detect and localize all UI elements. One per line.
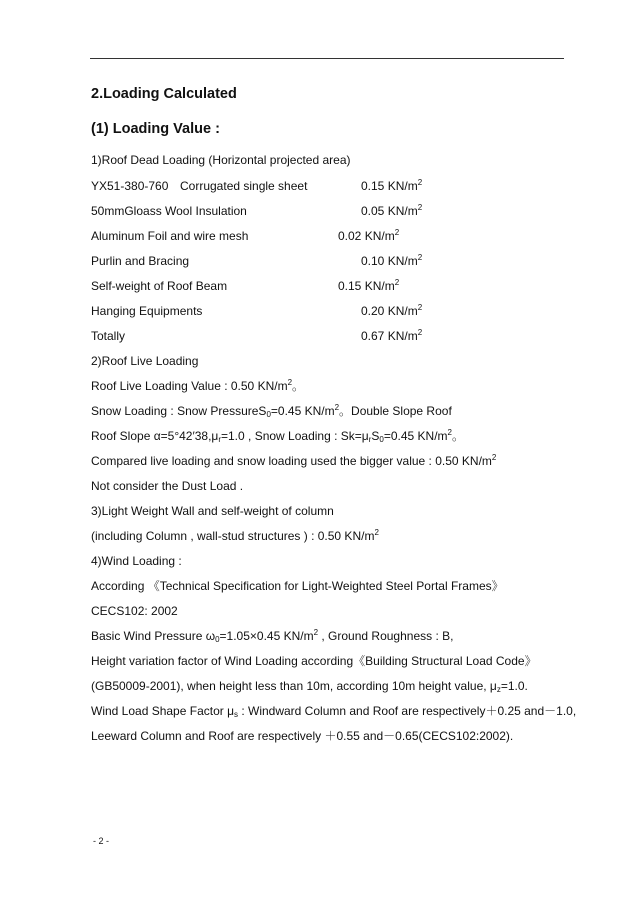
wall-title: 3)Light Weight Wall and self-weight of column (91, 504, 334, 518)
item-desc: Totally (91, 329, 126, 343)
subsection-heading: (1) Loading Value : (91, 121, 220, 137)
shape-factor: Wind Load Shape Factor $\mu_s$ : Windward Column and Roof are respectively＋0.25 and－1.0, (91, 704, 577, 719)
basic-wind-pressure: Basic Wind Pressure $\omega_0=1.05\times 0.45$ $KN/m^2$ , Ground Roughness : B, (91, 628, 454, 644)
height-variation: Height variation factor of Wind Loading according《Building Structural Load Code》 (91, 654, 537, 668)
item-value: 0.15 $KN/m^2$ (361, 178, 423, 193)
item-value: 0.10 $KN/m^2$ (361, 253, 423, 268)
compared-loading: Compared live loading and snow loading used the bigger value : 0.50 $KN/m^2$ (91, 453, 497, 468)
height-value: (GB50009-2001), when height less than 10m, according 10m height value, $\mu_z=1.0$. (91, 679, 528, 694)
item-desc: Aluminum Foil and wire mesh (91, 229, 249, 243)
item-value: 0.20 $KN/m^2$ (361, 303, 423, 318)
item-desc: Hanging Equipments (91, 304, 203, 318)
roof-live-title: 2)Roof Live Loading (91, 354, 199, 368)
item-value: 0.05 $KN/m^2$ (361, 203, 423, 218)
item-desc: Corrugated single sheet (180, 179, 308, 193)
dust-load: Not consider the Dust Load . (91, 479, 244, 493)
page-number: - 2 - (93, 836, 110, 846)
roof-live-value: Roof Live Loading Value : 0.50 $KN/m^2$。 (91, 378, 305, 393)
roof-slope: Roof Slope $\alpha=5^\circ 42'38,\mu_r=1.0$ , Snow Loading : $Sk=\mu_rS_0=0.45$ $KN/m^2$。 (91, 428, 464, 444)
item-desc: Purlin and Bracing (91, 254, 190, 268)
section-heading: 2.Loading Calculated (91, 86, 237, 102)
roof-dead-title: 1)Roof Dead Loading (Horizontal projected area) (91, 153, 351, 167)
item-code: YX51-380-760 (91, 179, 169, 193)
snow-loading: Snow Loading : Snow PressureS$_0$=0.45 $KN/m^2$。Double Slope Roof (91, 403, 452, 419)
item-desc: Self-weight of Roof Beam (91, 279, 228, 293)
wind-code: CECS102: 2002 (91, 604, 178, 618)
item-desc: 50mmGloass Wool Insulation (91, 204, 247, 218)
item-value: 0.67 $KN/m^2$ (361, 328, 423, 343)
leeward: Leeward Column and Roof are respectively ＋0.55 and－0.65(CECS102:2002). (91, 729, 514, 743)
wind-title: 4)Wind Loading : (91, 554, 182, 568)
wind-spec: According 《Technical Specification for Light-Weighted Steel Portal Frames》 (91, 579, 504, 593)
wall-value: (including Column , wall-stud structures ) : 0.50 $KN/m^2$ (91, 528, 379, 543)
item-value: 0.15 $KN/m^2$ (338, 278, 400, 293)
header-rule (90, 58, 564, 59)
item-value: 0.02 $KN/m^2$ (338, 228, 400, 243)
